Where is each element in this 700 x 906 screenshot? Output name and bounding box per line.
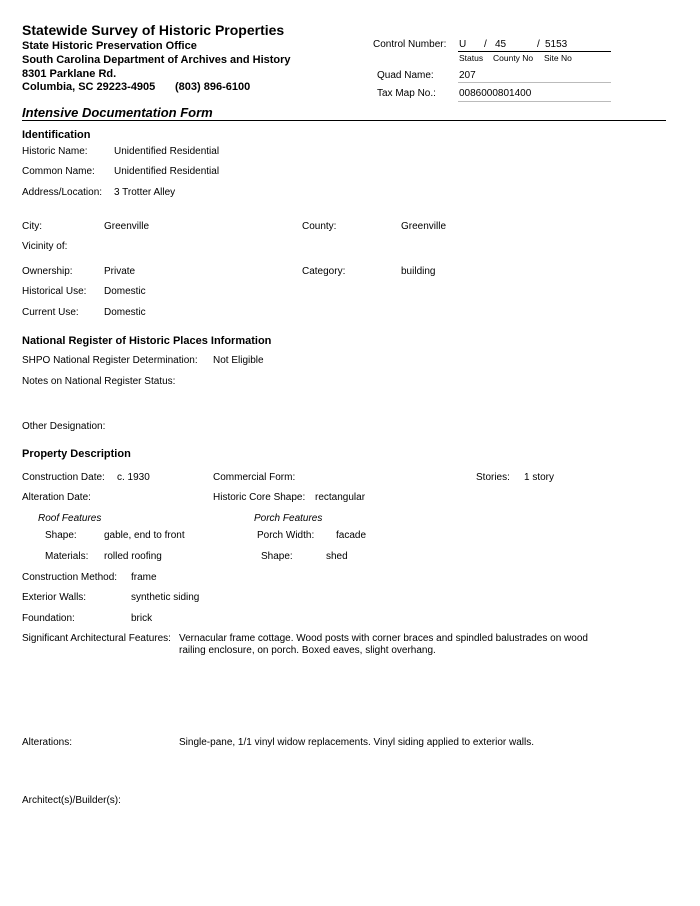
national-register-heading: National Register of Historic Places Information	[22, 335, 272, 347]
common-name-value: Unidentified Residential	[114, 166, 220, 177]
control-number-rule	[458, 51, 611, 52]
significant-features-line-1: Vernacular frame cottage. Wood posts with corner braces and spindled balustrades on wood	[179, 633, 588, 644]
stories-value: 1 story	[524, 472, 555, 483]
alteration-date-label: Alteration Date:	[22, 492, 91, 503]
identification-heading: Identification	[22, 129, 91, 141]
common-name-label: Common Name:	[22, 166, 95, 177]
control-site-no: 5153	[545, 39, 568, 50]
county-label: County:	[302, 221, 337, 232]
construction-date-label: Construction Date:	[22, 472, 105, 483]
roof-materials-label: Materials:	[45, 551, 89, 562]
department-name: South Carolina Department of Archives and History	[22, 54, 291, 66]
control-status: U	[459, 39, 467, 50]
survey-title: Statewide Survey of Historic Properties	[22, 22, 285, 38]
porch-shape-value: shed	[326, 551, 348, 562]
ownership-label: Ownership:	[22, 266, 73, 277]
foundation-value: brick	[131, 613, 153, 624]
historic-name-label: Historic Name:	[22, 146, 88, 157]
city-label: City:	[22, 221, 42, 232]
historical-use-value: Domestic	[104, 286, 146, 297]
porch-shape-label: Shape:	[261, 551, 293, 562]
city-state-zip: Columbia, SC 29223-4905	[22, 81, 156, 93]
architect-builder-label: Architect(s)/Builder(s):	[22, 795, 121, 806]
stories-label: Stories:	[476, 472, 510, 483]
construction-method-label: Construction Method:	[22, 572, 118, 583]
commercial-form-label: Commercial Form:	[213, 472, 296, 483]
address-label: Address/Location:	[22, 187, 103, 198]
exterior-walls-value: synthetic siding	[131, 592, 200, 603]
tax-map-value: 0086000801400	[459, 88, 532, 99]
city-value: Greenville	[104, 221, 150, 232]
control-sep-2: /	[537, 39, 540, 50]
address-value: 3 Trotter Alley	[114, 187, 176, 198]
roof-materials-value: rolled roofing	[104, 551, 162, 562]
tax-map-rule	[458, 101, 611, 102]
form-title-rule	[22, 120, 666, 121]
control-county-no: 45	[495, 39, 507, 50]
significant-features-line-2: railing enclosure, on porch. Boxed eaves, slight overhang.	[179, 645, 436, 656]
current-use-value: Domestic	[104, 307, 146, 318]
phone-number: (803) 896-6100	[175, 81, 251, 93]
core-shape-value: rectangular	[315, 492, 366, 503]
historical-use-label: Historical Use:	[22, 286, 87, 297]
foundation-label: Foundation:	[22, 613, 75, 624]
exterior-walls-label: Exterior Walls:	[22, 592, 87, 603]
property-description-heading: Property Description	[22, 448, 131, 460]
control-number-label: Control Number:	[373, 39, 447, 50]
site-no-caption: Site No	[544, 53, 572, 63]
porch-width-value: facade	[336, 530, 367, 541]
ownership-value: Private	[104, 266, 136, 277]
office-name: State Historic Preservation Office	[22, 40, 197, 52]
category-label: Category:	[302, 266, 346, 277]
county-value: Greenville	[401, 221, 447, 232]
porch-features-heading: Porch Features	[254, 513, 323, 524]
county-no-caption: County No	[493, 53, 534, 63]
street-address: 8301 Parklane Rd.	[22, 68, 117, 80]
roof-shape-value: gable, end to front	[104, 530, 185, 541]
alterations-value: Single-pane, 1/1 vinyl widow replacements. Vinyl siding applied to exterior walls.	[179, 737, 534, 748]
nr-determination-value: Not Eligible	[213, 355, 264, 366]
quad-name-value: 207	[459, 70, 476, 81]
other-designation-label: Other Designation:	[22, 421, 106, 432]
control-sep-1: /	[484, 39, 487, 50]
nr-notes-label: Notes on National Register Status:	[22, 376, 176, 387]
roof-shape-label: Shape:	[45, 530, 77, 541]
historic-name-value: Unidentified Residential	[114, 146, 220, 157]
nr-determination-label: SHPO National Register Determination:	[22, 355, 198, 366]
significant-features-label: Significant Architectural Features:	[22, 633, 171, 644]
status-caption: Status	[459, 53, 484, 63]
form-title: Intensive Documentation Form	[22, 105, 213, 120]
construction-date-value: c. 1930	[117, 472, 150, 483]
core-shape-label: Historic Core Shape:	[213, 492, 306, 503]
alterations-label: Alterations:	[22, 737, 73, 748]
quad-name-label: Quad Name:	[377, 70, 434, 81]
category-value: building	[401, 266, 436, 277]
porch-width-label: Porch Width:	[257, 530, 315, 541]
quad-name-rule	[458, 82, 611, 83]
construction-method-value: frame	[131, 572, 157, 583]
roof-features-heading: Roof Features	[38, 513, 102, 524]
vicinity-label: Vicinity of:	[22, 241, 68, 252]
current-use-label: Current Use:	[22, 307, 79, 318]
tax-map-label: Tax Map No.:	[377, 88, 436, 99]
